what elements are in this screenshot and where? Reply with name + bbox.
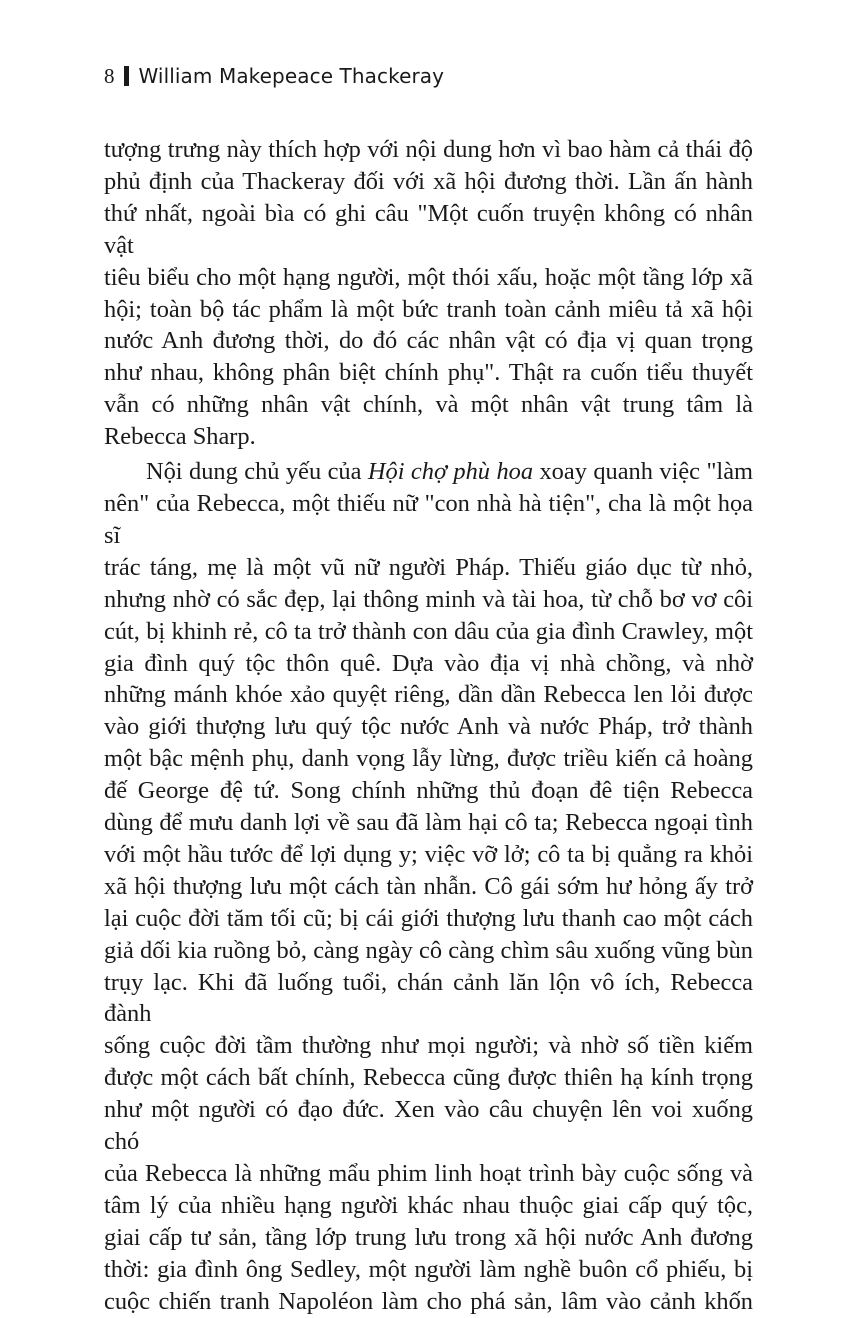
text-line: như nhau, không phân biệt chính phụ". Thật ra cuốn tiểu thuyết: [104, 359, 753, 387]
text-line: xã hội thượng lưu một cách tàn nhẫn. Cô gái sớm hư hỏng ấy trở: [104, 872, 753, 900]
text-line: lại cuộc đời tăm tối cũ; bị cái giới thượng lưu thanh cao một cách: [104, 904, 753, 932]
page-number: 8: [104, 63, 115, 88]
body-text: [104, 134, 753, 1318]
text-line: dùng để mưu danh lợi về sau đã làm hại cô ta; Rebecca ngoại tình: [104, 809, 753, 837]
text-line: tiêu biểu cho một hạng người, một thói xấu, hoặc một tầng lớp xã: [104, 263, 753, 291]
text-line: được một cách bất chính, Rebecca cũng được thiên hạ kính trọng: [104, 1064, 753, 1092]
text-line: những mánh khóe xảo quyệt riêng, dần dần Rebecca len lỏi được: [104, 681, 753, 709]
text-line: trác táng, mẹ là một vũ nữ người Pháp. Thiếu giáo dục từ nhỏ,: [104, 553, 753, 581]
paragraph-2: [104, 456, 753, 1317]
text-line: vào giới thượng lưu quý tộc nước Anh và nước Pháp, trở thành: [104, 713, 753, 741]
text-line: sống cuộc đời tầm thường như mọi người; và nhờ số tiền kiếm: [104, 1032, 753, 1060]
text-line: với một hầu tước để lợi dụng y; việc vỡ lở; cô ta bị quẳng ra khỏi: [104, 840, 753, 868]
text-line: phủ định của Thackeray đối với xã hội đương thời. Lần ấn hành: [104, 167, 753, 195]
text-line: cuộc chiến tranh Napoléon làm cho phá sản, lâm vào cảnh khốn: [104, 1287, 753, 1315]
text-line: Rebecca Sharp.: [104, 423, 256, 451]
text-line: giả dối kia ruồng bỏ, càng ngày cô càng chìm sâu xuống vũng bùn: [104, 936, 753, 964]
text-line: thứ nhất, ngoài bìa có ghi câu "Một cuốn truyện không có nhân vật: [104, 199, 753, 259]
text-line: tượng trưng này thích hợp với nội dung hơn vì bao hàm cả thái độ: [104, 136, 753, 163]
text-line: nước Anh đương thời, do đó các nhân vật có địa vị quan trọng: [104, 327, 753, 355]
text-line-first: [104, 456, 753, 488]
text-line: một bậc mệnh phụ, danh vọng lẫy lừng, được triều kiến cả hoàng: [104, 745, 753, 773]
text-line: như một người có đạo đức. Xen vào câu chuyện lên voi xuống chó: [104, 1096, 753, 1156]
paragraph-1: [104, 134, 753, 453]
text-line: tâm lý của nhiều hạng người khác nhau thuộc giai cấp quý tộc,: [104, 1191, 753, 1219]
text-line: nên" của Rebecca, một thiếu nữ "con nhà hà tiện", cha là một họa sĩ: [104, 489, 753, 549]
text-line: nhưng nhờ có sắc đẹp, lại thông minh và tài hoa, từ chỗ bơ vơ côi: [104, 585, 753, 613]
running-header-author: William Makepeace Thackeray: [138, 64, 445, 88]
text-line: cút, bị khinh rẻ, cô ta trở thành con dâu của gia đình Crawley, một: [104, 617, 753, 645]
text-line: thời: gia đình ông Sedley, một người làm nghề buôn cổ phiếu, bị: [104, 1255, 753, 1283]
text-line: gia đình quý tộc thôn quê. Dựa vào địa vị nhà chồng, và nhờ: [104, 649, 753, 677]
text-line: trụy lạc. Khi đã luống tuổi, chán cảnh lăn lộn vô ích, Rebecca đành: [104, 968, 753, 1028]
book-title: Hội chợ phù hoa: [367, 458, 534, 486]
header-separator-bar: [124, 66, 129, 86]
text-line: của Rebecca là những mẩu phim linh hoạt trình bày cuộc sống và: [104, 1160, 753, 1187]
text-line: vẫn có những nhân vật chính, và một nhân vật trung tâm là: [104, 391, 753, 419]
text-line: hội; toàn bộ tác phẩm là một bức tranh toàn cảnh miêu tả xã hội: [104, 295, 753, 323]
running-header: [104, 60, 444, 92]
text-run: xoay quanh việc "làm: [533, 458, 753, 486]
text-line: giai cấp tư sản, tầng lớp trung lưu trong xã hội nước Anh đương: [104, 1223, 753, 1251]
text-line: đế George đệ tứ. Song chính những thủ đoạn đê tiện Rebecca: [104, 777, 753, 805]
text-run: Nội dung chủ yếu của: [146, 458, 368, 486]
